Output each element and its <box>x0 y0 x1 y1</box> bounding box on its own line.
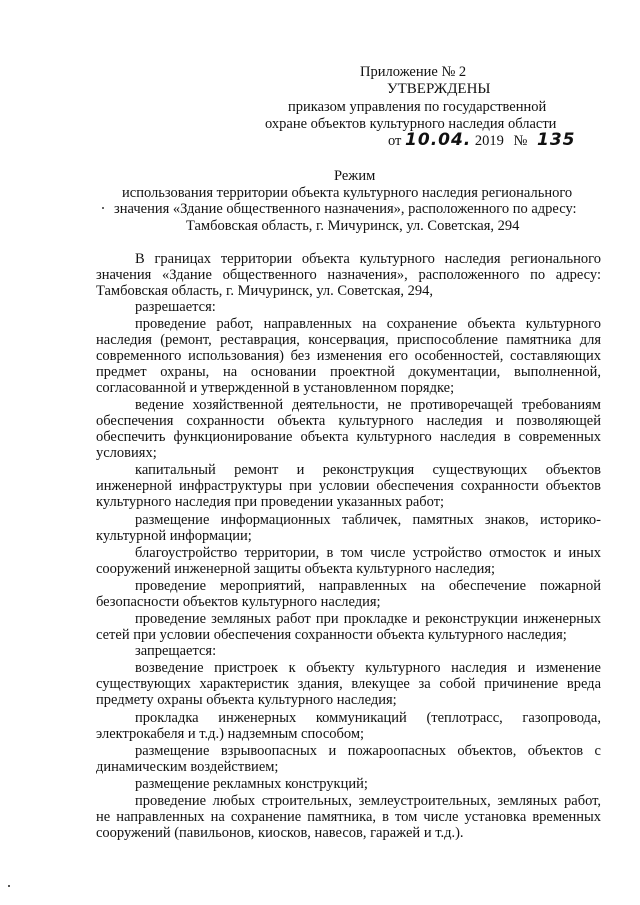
allowed-item-1-line-1: проведение работ, направленных на сохранение объекта культурного <box>135 316 601 332</box>
allowed-item-5-line-1: благоустройство территории, в том числе устройство отмосток и иных <box>135 545 601 561</box>
allowed-item-6-line-1: проведение мероприятий, направленных на обеспечение пожарной <box>135 578 601 594</box>
forbidden-item-3-line-1: размещение взрывоопасных и пожароопасных объектов, объектов с <box>135 743 601 759</box>
allowed-item-2-line-1: ведение хозяйственной деятельности, не противоречащей требованиям <box>135 397 601 413</box>
allowed-item-3-line-1: капитальный ремонт и реконструкция существующих объектов <box>135 462 601 478</box>
allowed-item-3-line-3: культурного наследия при проведении указанных работ; <box>96 494 445 510</box>
intro-line-1: В границах территории объекта культурного наследия регионального <box>135 251 601 267</box>
forbidden-item-5-line-1: проведение любых строительных, землеустроительных, земляных работ, <box>135 793 601 809</box>
allowed-item-7-line-1: проведение земляных работ при прокладке и реконструкции инженерных <box>135 611 601 627</box>
forbidden-label: запрещается: <box>135 643 217 659</box>
title-line-3: Тамбовская область, г. Мичуринск, ул. Советская, 294 <box>186 218 520 234</box>
number-sign: № <box>513 133 528 149</box>
allowed-item-1-line-3: современного использования) без изменения его особенностей, составляющих <box>96 348 601 364</box>
allowed-item-6-line-2: безопасности объектов культурного наследия; <box>96 594 381 610</box>
allowed-item-2-line-2: обеспечения сохранности объекта культурного наследия и позволяющей <box>96 413 601 429</box>
forbidden-item-5-line-2: не направленных на сохранение памятника, в том числе установка временных <box>96 809 601 825</box>
allowed-item-1-line-5: согласованной и утвержденной в установленном порядке; <box>96 380 455 396</box>
forbidden-item-1-line-2: существующих характеристик здания, влекущее за собой причинение вреда <box>96 676 601 692</box>
order-line-1: приказом управления по государственной <box>288 99 547 115</box>
allowed-item-2-line-3: обеспечить функционирование объекта культурного наследия в современных <box>96 429 601 445</box>
allowed-item-5-line-2: сооружений инженерной защиты объекта культурного наследия; <box>96 561 496 577</box>
allowed-item-4-line-1: размещение информационных табличек, памятных знаков, историко- <box>135 512 601 528</box>
forbidden-item-4-line-1: размещение рекламных конструкций; <box>135 776 368 792</box>
allowed-item-1-line-4: предмет охраны, на основании проектной документации, выполненной, <box>96 364 601 380</box>
allowed-item-4-line-2: культурной информации; <box>96 528 252 544</box>
forbidden-item-5-line-3: сооружений (павильонов, киосков, навесов, гаражей и т.д.). <box>96 825 464 841</box>
order-line-2: охране объектов культурного наследия области <box>265 116 557 132</box>
handwritten-number: 135 <box>536 130 576 150</box>
forbidden-item-2-line-1: прокладка инженерных коммуникаций (теплотрасс, газопровода, <box>135 710 601 726</box>
allowed-item-3-line-2: инженерной инфраструктуры при условии обеспечения сохранности объектов <box>96 478 601 494</box>
appendix-label: Приложение № 2 <box>360 64 467 80</box>
scan-margin-mark <box>8 885 10 887</box>
scan-dot <box>102 207 104 209</box>
date-prefix: от <box>388 133 402 149</box>
intro-line-3: Тамбовская область, г. Мичуринск, ул. Советская, 294, <box>96 283 434 299</box>
regime-title: Режим <box>334 168 376 184</box>
order-date-number <box>388 132 575 149</box>
allowed-label: разрешается: <box>135 299 216 315</box>
forbidden-item-3-line-2: динамическим воздействием; <box>96 759 279 775</box>
date-year: 2019 <box>474 133 504 149</box>
forbidden-item-2-line-2: электрокабеля и т.д.) надземным способом; <box>96 726 365 742</box>
allowed-item-7-line-2: сетей при условии обеспечения сохранности объекта культурного наследия; <box>96 627 567 643</box>
allowed-item-2-line-4: условиях; <box>96 445 157 461</box>
forbidden-item-1-line-3: предмету охраны объекта культурного наследия; <box>96 692 397 708</box>
handwritten-date: 10.04. <box>405 130 472 150</box>
title-line-1: использования территории объекта культурного наследия регионального <box>122 185 573 201</box>
title-line-2: значения «Здание общественного назначения», расположенного по адресу: <box>114 201 577 217</box>
intro-line-2: значения «Здание общественного назначения», расположенного по адресу: <box>96 267 601 283</box>
forbidden-item-1-line-1: возведение пристроек к объекту культурного наследия и изменение <box>135 660 601 676</box>
approved-heading: УТВЕРЖДЕНЫ <box>387 81 491 97</box>
allowed-item-1-line-2: наследия (ремонт, реставрация, консервация, приспособление памятника для <box>96 332 601 348</box>
